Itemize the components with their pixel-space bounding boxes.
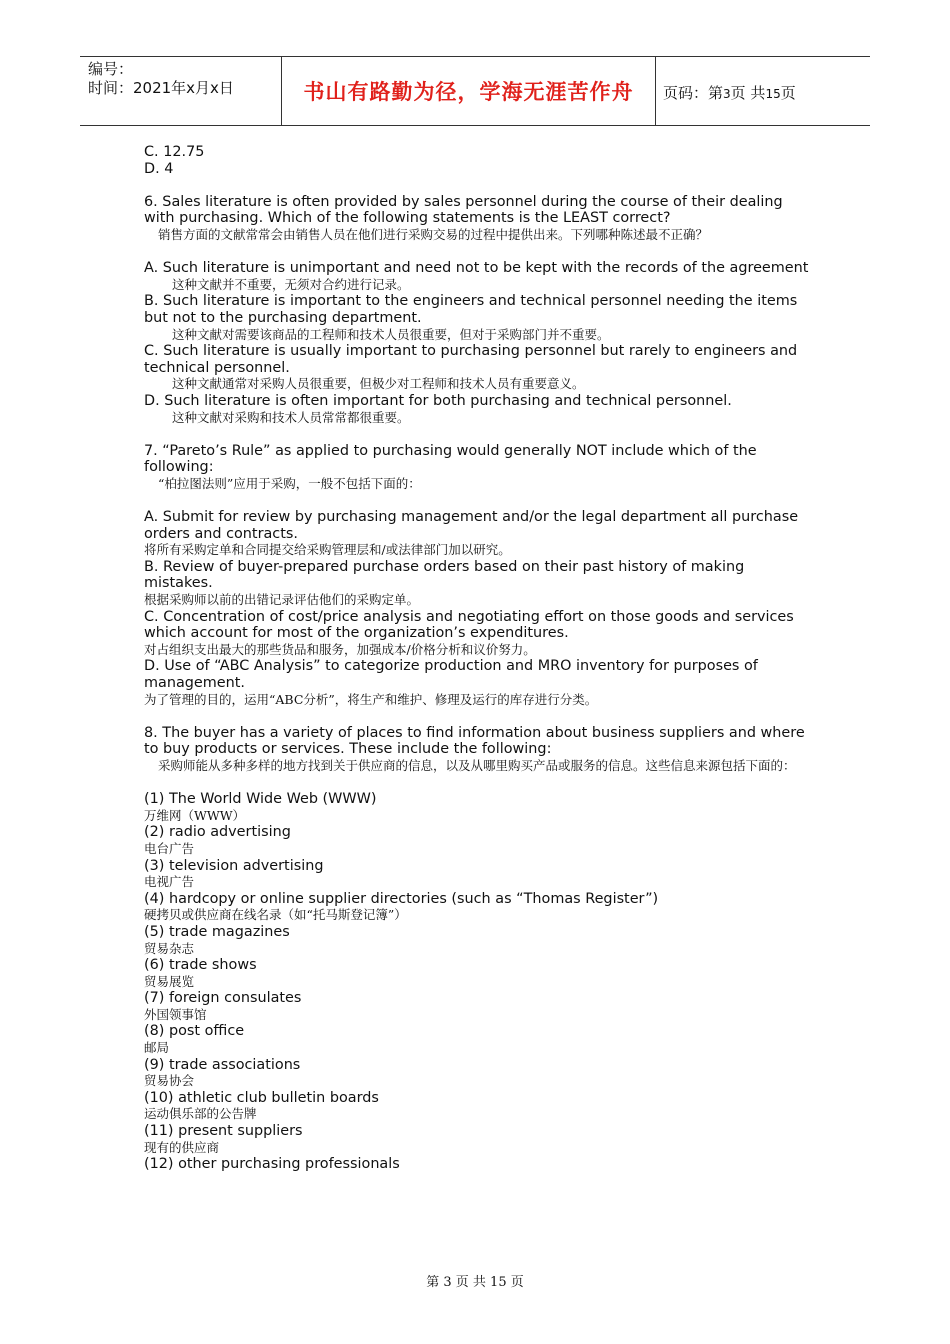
option-text: B. Review of buyer-prepared purchase orders based on their past history of making mistakes. <box>144 558 745 592</box>
list-item-translation: 电视广告 <box>144 874 195 890</box>
list-item: (10) athletic club bulletin boards <box>144 1089 379 1106</box>
page-total: 15 <box>765 87 781 101</box>
list-item: (9) trade associations <box>144 1056 301 1073</box>
page-prefix: 页码：第 <box>663 84 724 102</box>
list-item: (3) television advertising <box>144 857 324 874</box>
question-8-text: 8. The buyer has a variety of places to find information about business suppliers and where to buy products or services. These include the following: <box>144 724 805 758</box>
option-line: D. 4 <box>144 160 174 177</box>
question-6-text: 6. Sales literature is often provided by sales personnel during the course of their dealing with purchasing. Which of the following statements is the LEAST correct? <box>144 193 783 227</box>
question-6-translation: 销售方面的文献常常会由销售人员在他们进行采购交易的过程中提供出来。下列哪种陈述最不正确？ <box>158 226 709 242</box>
list-item-translation: 邮局 <box>144 1040 170 1056</box>
list-item-translation: 贸易杂志 <box>144 940 195 956</box>
option-translation: 这种文献对需要该商品的工程师和技术人员很重要，但对于采购部门并不重要。 <box>172 326 610 342</box>
option-translation: 这种文献对采购和技术人员常常都很重要。 <box>172 409 410 425</box>
option-text: A. Submit for review by purchasing management and/or the legal department all purchase orders and contracts. <box>144 509 799 542</box>
option-line: C. 12.75 <box>144 144 205 160</box>
list-item-translation: 万维网（WWW） <box>144 807 246 823</box>
list-item: (6) trade shows <box>144 957 257 974</box>
list-item: (2) radio advertising <box>144 824 291 841</box>
list-item-translation: 硬拷贝或供应商在线名录（如“托马斯登记簿”） <box>144 907 407 923</box>
header-motto: 书山有路勤为径，学海无涯苦作舟 <box>303 79 634 104</box>
list-item-translation: 运动俱乐部的公告牌 <box>144 1106 257 1122</box>
option-text: D. Use of “ABC Analysis” to categorize production and MRO inventory for purposes of management. <box>144 658 758 691</box>
list-item: (8) post office <box>144 1023 245 1040</box>
list-item: (1) The World Wide Web (WWW) <box>144 791 377 808</box>
list-item: (7) foreign consulates <box>144 990 302 1007</box>
list-item-translation: 现有的供应商 <box>144 1139 220 1155</box>
page-counter <box>663 82 796 103</box>
option-text: C. Such literature is usually important to purchasing personnel but rarely to engineers and technical personnel. <box>144 343 798 376</box>
option-translation: 为了管理的目的，运用“ABC分析”，将生产和维护、修理及运行的库存进行分类。 <box>144 691 598 707</box>
list-item: (11) present suppliers <box>144 1123 303 1140</box>
option-translation: 这种文献并不重要，无须对合约进行记录。 <box>172 276 410 292</box>
option-translation: 根据采购师以前的出错记录评估他们的采购定单。 <box>144 592 420 608</box>
header-divider <box>655 57 656 125</box>
list-item-translation: 外国领事馆 <box>144 1006 207 1022</box>
question-7-text: 7. “Pareto’s Rule” as applied to purchasing would generally NOT include which of the following: <box>144 442 757 476</box>
list-item-translation: 电台广告 <box>144 840 195 856</box>
option-text: D. Such literature is often important for both purchasing and technical personnel. <box>144 392 732 409</box>
header-meta <box>88 60 234 98</box>
option-text: C. Concentration of cost/price analysis and negotiating effort on those goods and services which account for most of the organization’s expenditures. <box>144 608 794 642</box>
list-item: (5) trade magazines <box>144 923 290 940</box>
list-item-translation: 贸易协会 <box>144 1073 195 1089</box>
option-translation: 对占组织支出最大的那些货品和服务，加强成本/价格分析和议价努力。 <box>144 641 536 657</box>
option-translation: 这种文献通常对采购人员很重要，但极少对工程师和技术人员有重要意义。 <box>172 376 585 392</box>
page-number: 3 <box>723 87 731 101</box>
page-mid: 页 共 <box>730 84 766 102</box>
page-footer: 第 3 页 共 15 页 <box>426 1275 524 1290</box>
option-text: B. Such literature is important to the engineers and technical personnel needing the items but not to the purchasing department. <box>144 293 798 326</box>
question-8-translation: 采购师能从多种多样的地方找到关于供应商的信息，以及从哪里购买产品或服务的信息。这些信息来源包括下面的： <box>158 757 796 773</box>
list-item: (12) other purchasing professionals <box>144 1156 400 1173</box>
time-label: 时间：2021年x月x日 <box>88 79 234 97</box>
document-body <box>144 144 809 1173</box>
option-text: A. Such literature is unimportant and need not to be kept with the records of the agreement <box>144 260 809 277</box>
page-suffix: 页 <box>780 84 796 102</box>
list-item: (4) hardcopy or online supplier directories (such as “Thomas Register”) <box>144 890 659 907</box>
page-header <box>80 56 870 126</box>
list-item-translation: 贸易展览 <box>144 973 195 989</box>
question-7-translation: “柏拉图法则”应用于采购，一般不包括下面的： <box>158 475 421 491</box>
option-translation: 将所有采购定单和合同提交给采购管理层和/或法律部门加以研究。 <box>144 542 511 558</box>
number-label: 编号： <box>88 60 134 78</box>
